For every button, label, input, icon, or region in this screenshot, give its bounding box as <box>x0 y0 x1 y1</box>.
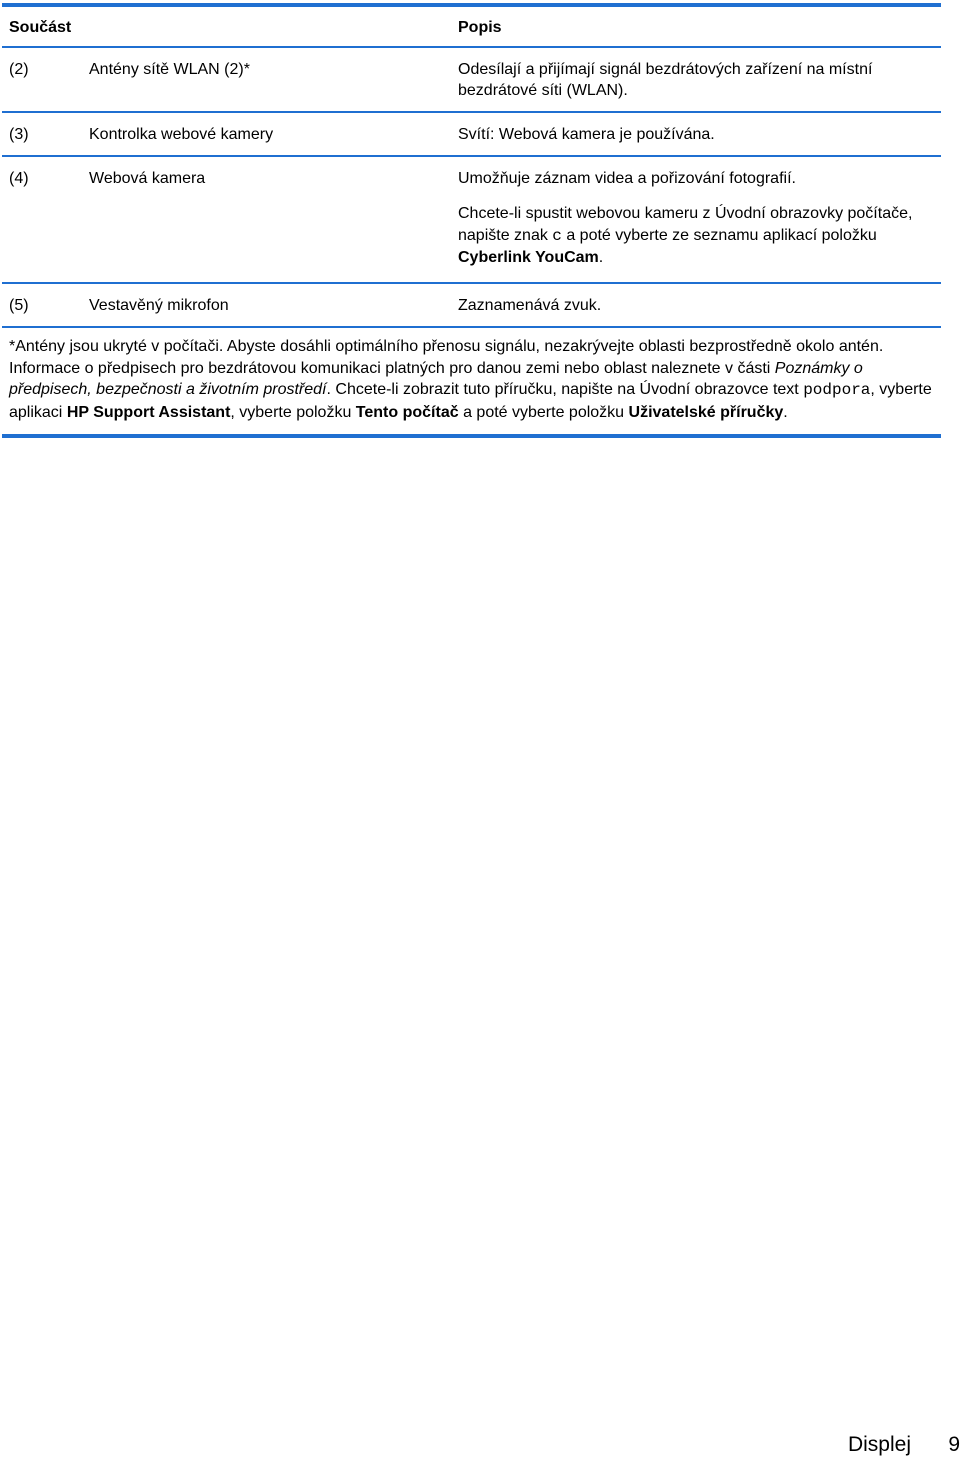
note-bold: Tento počítač <box>355 403 459 421</box>
row-name: Antény sítě WLAN (2)* <box>89 61 250 78</box>
footer-section-title: Displej <box>847 1433 911 1456</box>
note-italic-title: Poznámky o předpisech, bezpečnosti a životním prostředí <box>9 359 863 398</box>
row-number: (3) <box>9 126 29 143</box>
header-component: Součást <box>9 19 72 36</box>
components-table <box>2 3 941 438</box>
header-description: Popis <box>458 19 502 36</box>
row-extra-description <box>458 189 928 278</box>
note-text: . <box>783 403 788 421</box>
page-footer <box>0 1433 960 1463</box>
app-name: Cyberlink YouCam <box>458 249 599 266</box>
row-description: Svítí: Webová kamera je používána. <box>458 126 715 143</box>
table-row <box>2 284 941 326</box>
row-number: (4) <box>9 170 29 187</box>
table-header-row <box>2 7 941 46</box>
note-text: , vyberte položku <box>230 403 356 421</box>
row-name: Kontrolka webové kamery <box>89 126 274 143</box>
table-row <box>2 48 941 111</box>
code-text: podpora <box>803 381 871 399</box>
table-bottom-rule <box>2 434 941 438</box>
row-number: (5) <box>9 297 29 314</box>
table-footnote <box>2 328 941 434</box>
row-description: Zaznamenává zvuk. <box>458 297 602 314</box>
table-row <box>2 113 941 155</box>
note-text: , vyberte aplikaci <box>9 381 932 421</box>
note-bold: Uživatelské příručky <box>628 403 784 421</box>
row-number: (2) <box>9 61 29 78</box>
row-name: Webová kamera <box>89 170 206 187</box>
note-text: *Antény jsou ukryté v počítači. Abyste dosáhli optimálního přenosu signálu, nezakrývejte oblasti bezprostředně okolo antén. Informace o předpisech pro bezdrátovou komunikaci platných pro danou zemi nebo oblast naleznete v části <box>9 338 884 377</box>
table-row <box>2 157 941 282</box>
code-text: c <box>552 227 562 245</box>
page-number: 9 <box>948 1433 960 1456</box>
extra-text: . <box>598 249 604 266</box>
note-bold: HP Support Assistant <box>66 403 231 421</box>
row-description: Umožňuje záznam videa a pořizování fotografií. <box>458 170 796 187</box>
extra-text: a poté vyberte ze seznamu aplikací položku <box>561 227 877 244</box>
note-text: . Chcete-li zobrazit tuto příručku, napište na Úvodní obrazovce text <box>326 381 804 398</box>
row-description: Odesílají a přijímají signál bezdrátových zařízení na místní bezdrátové síti (WLAN). <box>458 61 873 99</box>
row-name: Vestavěný mikrofon <box>89 297 229 314</box>
note-text: a poté vyberte položku <box>458 403 629 421</box>
extra-text: Chcete-li spustit webovou kameru z Úvodní obrazovky počítače, napište znak <box>458 205 913 244</box>
